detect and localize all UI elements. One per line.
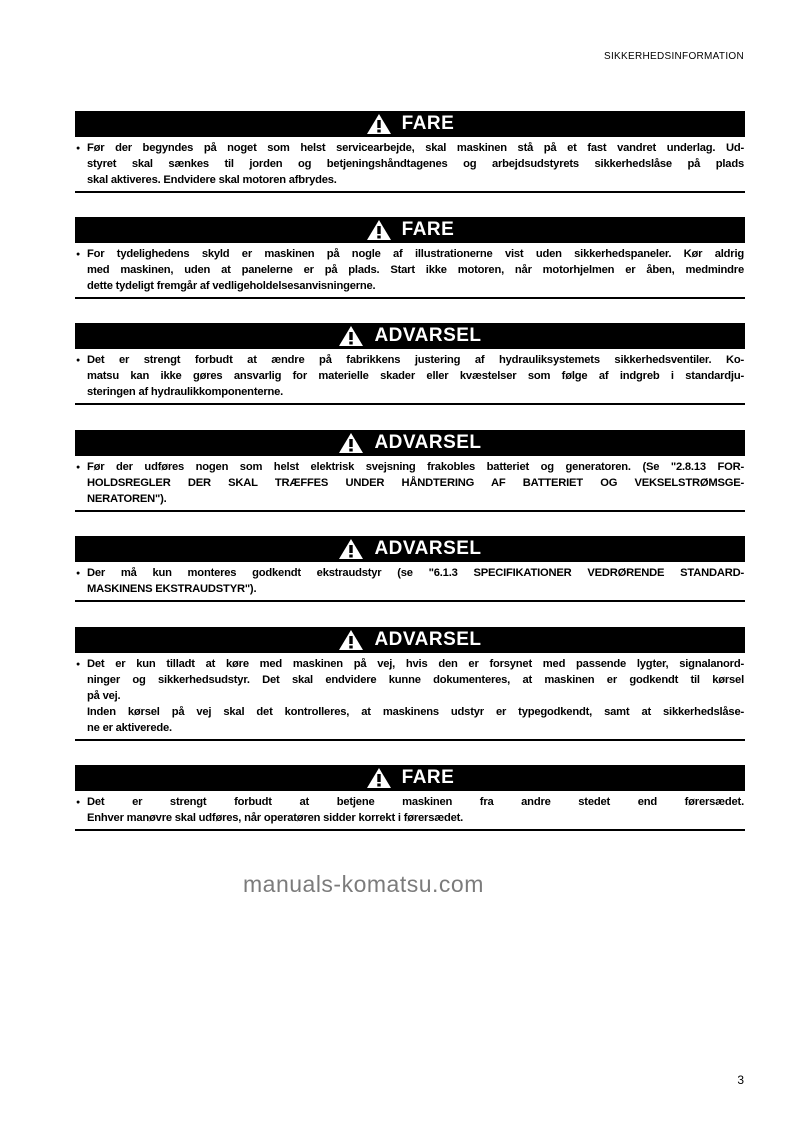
notice-label: ADVARSEL [374,432,482,453]
text-line: Før der begyndes på noget som helst servicearbejde, skal maskinen stå på et fast vandret underlag. Ud- [87,142,744,154]
text-line: ninger og sikkerhedsudstyr. Det skal endvidere kunne dokumenteres, at maskinen er godkendt til kørsel [87,674,744,686]
bullet-icon: ● [76,464,81,471]
running-head: SIKKERHEDSINFORMATION [603,51,744,62]
notice-body [75,456,745,512]
text-line: ne er aktiverede. [87,722,172,734]
warning-triangle-icon [366,219,392,241]
bullet-icon: ● [76,145,81,152]
text-line: med maskinen, uden at panelerne er på plads. Start ikke motoren, når motorhjelmen er åben, medmindre [87,264,744,276]
list-item [75,352,744,400]
text-line: HOLDSREGLER DER SKAL TRÆFFES UNDER HÅNDTERING AF BATTERIET OG VEKSELSTRØMSGE- [87,477,744,489]
bullet-icon: ● [76,357,81,364]
notice-header [75,430,745,456]
safety-notice-advarsel [75,323,745,405]
notice-header [75,627,745,653]
notice-header [75,323,745,349]
notice-body [75,243,745,299]
warning-triangle-icon [338,629,364,651]
warning-triangle-icon [366,767,392,789]
text-line: steringen af hydraulikkomponenterne. [87,386,284,398]
text-line: Der må kun monteres godkendt ekstraudstyr (se "6.1.3 SPECIFIKATIONER VEDRØRENDE STANDARD- [87,567,744,579]
notice-label: FARE [401,113,455,134]
text-line: Inden kørsel på vej skal det kontrolleres, at maskinens udstyr er typegodkendt, samt at sikkerhedslåse- [87,706,744,718]
text-line: MASKINENS EKSTRAUDSTYR"). [87,583,257,595]
text-line: skal aktiveres. Endvidere skal motoren afbrydes. [87,174,337,186]
list-item [75,656,744,736]
text-line: Det er kun tilladt at køre med maskinen på vej, hvis den er forsynet med passende lygter, signalanord- [87,658,744,670]
text-line: Det er strengt forbudt at ændre på fabrikkens justering af hydrauliksystemets sikkerhedsventiler. Ko- [87,354,744,366]
bullet-icon: ● [76,570,81,577]
list-item [75,794,744,826]
bullet-icon: ● [76,251,81,258]
watermark: manuals-komatsu.com [243,871,484,897]
notice-header [75,765,745,791]
safety-notice-fare [75,765,745,831]
notice-body [75,562,745,602]
warning-triangle-icon [338,325,364,347]
page-number: 3 [737,1073,744,1087]
text-line: styret skal sænkes til jorden og betjeningshåndtagenes og arbejdsudstyrets sikkerhedslåse på plads [87,158,744,170]
safety-notice-advarsel [75,627,745,741]
notice-label: FARE [401,219,455,240]
warning-triangle-icon [366,113,392,135]
notice-label: ADVARSEL [374,325,482,346]
notice-header [75,536,745,562]
safety-notice-fare [75,111,745,193]
text-line: For tydelighedens skyld er maskinen på nogle af illustrationerne vist uden sikkerhedspaneler. Kør aldrig [87,248,744,260]
notice-header [75,217,745,243]
text-line: Enhver manøvre skal udføres, når operatøren sidder korrekt i førersædet. [87,812,464,824]
safety-notice-fare [75,217,745,299]
list-item [75,459,744,507]
notice-label: ADVARSEL [374,538,482,559]
warning-triangle-icon [338,432,364,454]
bullet-icon: ● [76,799,81,806]
safety-notice-advarsel [75,430,745,512]
notice-body [75,137,745,193]
notice-body [75,653,745,741]
list-item [75,246,744,294]
text-line: NERATOREN"). [87,493,167,505]
bullet-icon: ● [76,661,81,668]
notice-body [75,791,745,831]
notice-label: FARE [401,767,455,788]
text-line: Før der udføres nogen som helst elektrisk svejsning frakobles batteriet og generatoren. (Se "2.8.13 FOR- [87,461,744,473]
safety-notice-advarsel [75,536,745,602]
warning-triangle-icon [338,538,364,560]
list-item [75,140,744,188]
text-line: dette tydeligt fremgår af vedligeholdelsesanvisningerne. [87,280,376,292]
text-line: Det er strengt forbudt at betjene maskinen fra andre stedet end førersædet. [87,796,744,808]
list-item [75,565,744,597]
notice-label: ADVARSEL [374,629,482,650]
notice-header [75,111,745,137]
notice-body [75,349,745,405]
text-line: på vej. [87,690,121,702]
text-line: matsu kan ikke gøres ansvarlig for materielle skader eller kvæstelser som følge af indgreb i standardju- [87,370,744,382]
